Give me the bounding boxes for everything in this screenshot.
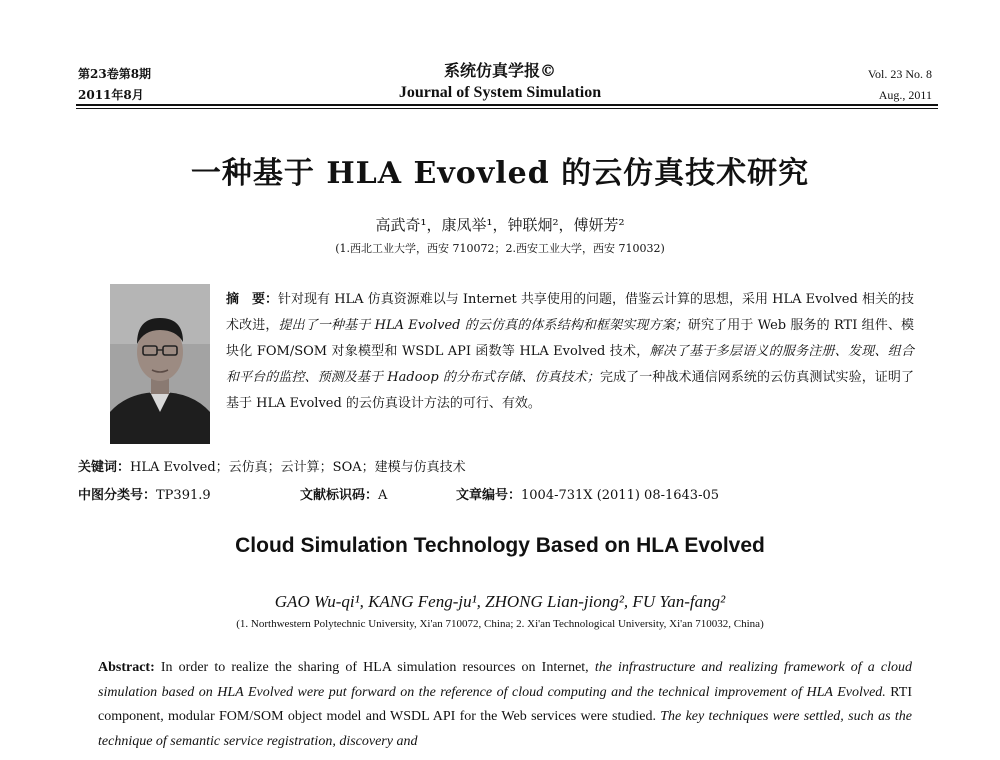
author-portrait-icon [110,284,210,444]
authors-cn: 高武奇¹，康凤举¹，钟联炯²，傅妍芳² [375,216,625,234]
article-number-value: 1004-731X (2011) 08-1643-05 [521,488,720,503]
abstract-cn-text-3: 研究了用于 Web 服务的 RTI 组件、模块化 FOM/SOM 对象模型和 WSDL API 函数等 HLA Evolved 技术， [226,318,914,359]
date-cn: 2011年8月 [78,88,144,102]
header-rule [76,104,938,106]
volume-issue-cn: 第23卷第8期 [78,67,152,81]
doc-code-value: A [378,488,388,503]
date-en: Aug., 2011 [878,88,932,102]
article-number-label: 文章编号： [456,488,522,503]
affiliation-en: (1. Northwestern Polytechnic University, Xi'an 710072, China; 2. Xi'an Technological University, Xi'an 710032, China) [236,618,764,630]
abstract-cn-label: 摘 要： [226,292,279,307]
abstract-cn-text-1: 针对现有 HLA 仿真资源难以与 Internet 共享使用的问题，借鉴云计算的思想，采用 HLA Evolved 相关的技术改进， [226,292,914,333]
paper-title-en: Cloud Simulation Technology Based on HLA Evolved [235,534,765,557]
doc-code-label: 文献标识码： [300,488,379,503]
clc-label: 中图分类号： [78,488,157,503]
keywords-label: 关键词： [78,460,131,475]
journal-name [0,60,1000,104]
journal-name-cn: 系统仿真学报© [443,61,556,80]
paper-title-cn: 一种基于 HLA Evovled 的云仿真技术研究 [190,156,810,191]
abstract-en-text-2: the infrastructure and realizing framework of a cloud simulation based on HLA Evolved were put forward on the reference of cloud computing and the technical improvement of HLA Evolved. [98,660,912,700]
volume-issue-en: Vol. 23 No. 8 [867,67,932,81]
doc-code-line [300,486,387,506]
clc-value: TP391.9 [156,488,211,503]
journal-name-en: Journal of System Simulation [398,84,602,101]
authors-en: GAO Wu-qi¹, KANG Feng-ju¹, ZHONG Lian-jiong², FU Yan-fang² [274,592,726,611]
abstract-en-text-1: In order to realize the sharing of HLA simulation resources on Internet, [154,660,595,675]
abstract-en-text-3: RTI component, modular FOM/SOM object model and WSDL API for the Web services were studied. [98,684,912,724]
abstract-en-text-4: The key techniques were settled, such as the technique of semantic service registration, discovery and [98,709,912,749]
abstract-en-label: Abstract: [98,660,155,675]
abstract-cn-text-4: 解决了基于多层语义的服务注册、发现、组合和平台的监控、预测及基于 Hadoop 的分布式存储、仿真技术； [226,344,914,385]
keywords-line [78,458,466,478]
abstract-cn-text-5: 完成了一种战术通信网系统的云仿真测试实验，证明了基于 HLA Evolved 的云仿真设计方法的可行、有效。 [226,370,914,411]
header-rule-thin [76,108,938,109]
abstract-en [98,656,912,754]
author-photo [110,284,210,444]
abstract-cn-text-2: 提出了一种基于 HLA Evolved 的云仿真的体系结构和框架实现方案； [278,318,688,333]
clc-line [78,486,211,506]
keywords-value: HLA Evolved；云仿真；云计算；SOA；建模与仿真技术 [130,460,466,475]
article-number-line [456,486,719,506]
abstract-cn [226,287,914,417]
affiliation-cn: (1.西北工业大学，西安 710072；2.西安工业大学，西安 710032) [335,242,665,255]
header-volume-info-en [868,64,932,106]
